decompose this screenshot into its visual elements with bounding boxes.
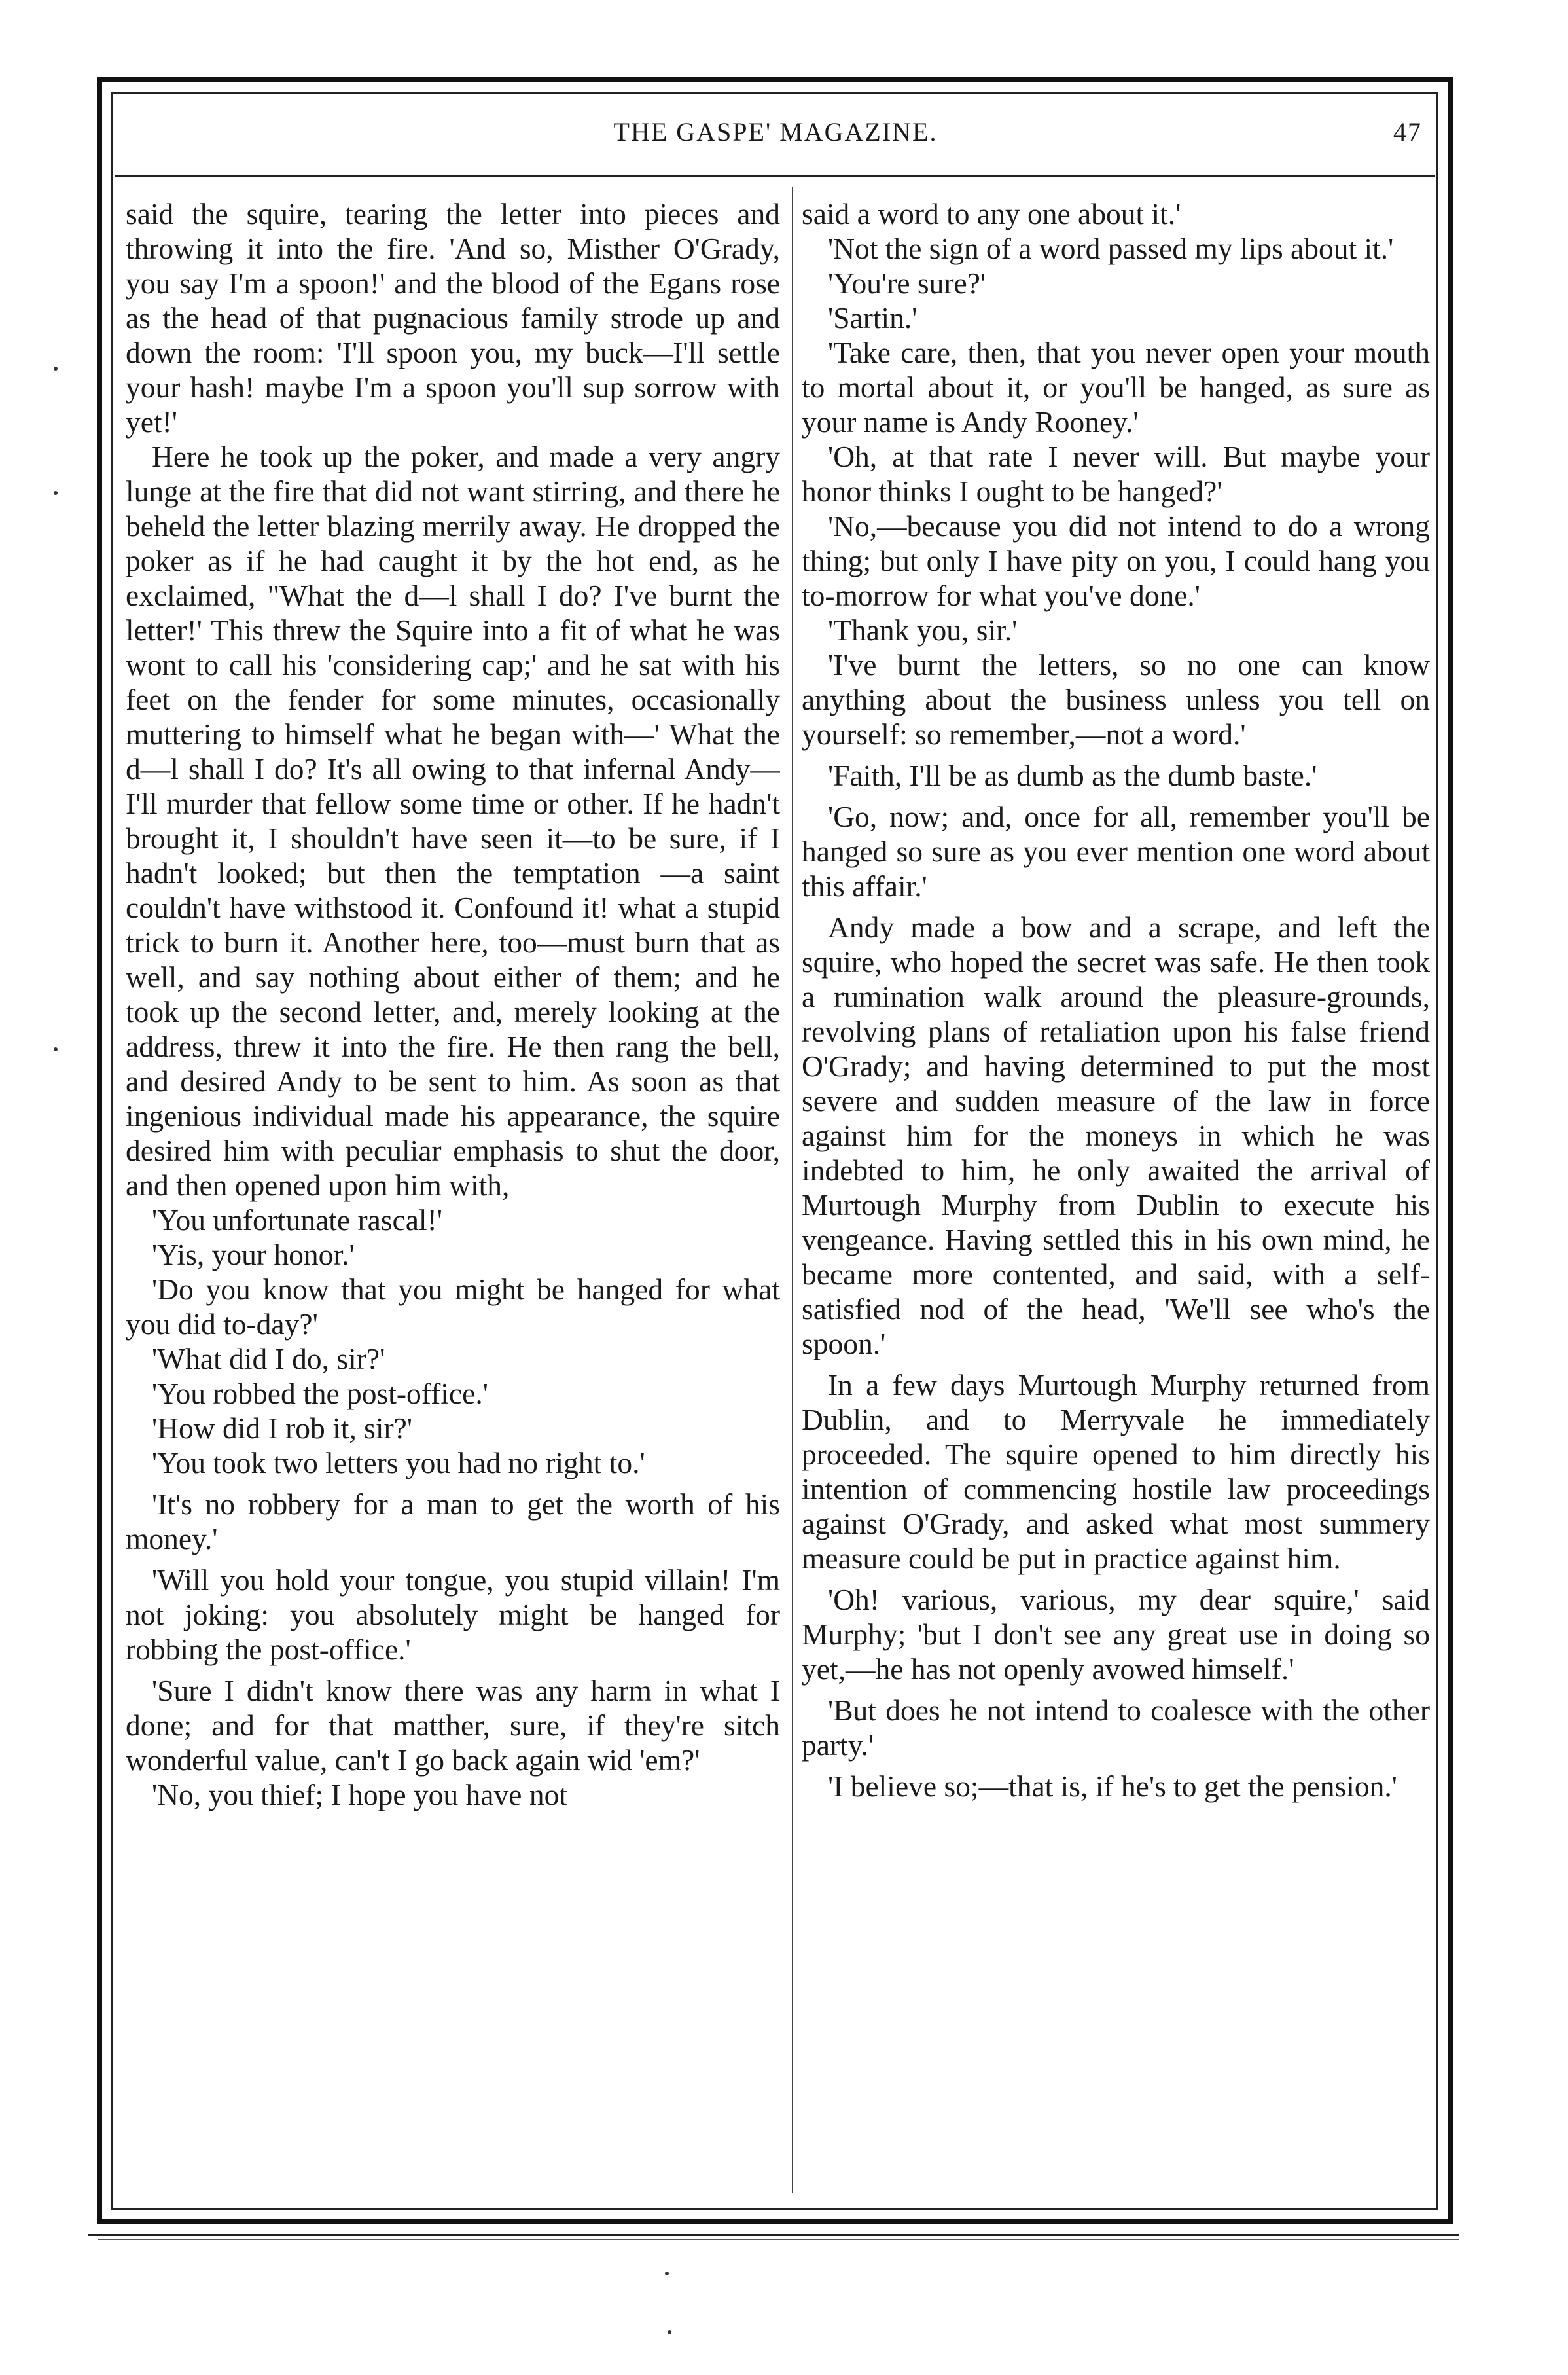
paragraph: In a few days Murtough Murphy returned from Dublin, and to Merryvale he immediately proceeded. The squire opened to him directly his intention of commencing hostile law proceedings against O'Grady, and asked what most summery measure could be put in practice against him. [802, 1368, 1430, 1575]
paragraph: 'I've burnt the letters, so no one can know anything about the business unless you tell on yourself: so remember,—not a word.' [802, 648, 1430, 751]
page-number: 47 [1393, 117, 1422, 147]
paragraph: said a word to any one about it.' [802, 197, 1181, 230]
print-speck [668, 2330, 671, 2334]
paragraph: said the squire, tearing the letter into pieces and throwing it into the fire. 'And so, Misther O'Grady, you say I'm a spoon!' and the blood of the Egans rose as the head of that pugnacious family strode up and down the room: 'I'll spoon you, my buck—I'll settle your hash! maybe I'm a spoon you'll sup sorrow with yet!' [126, 197, 780, 439]
header-rule [115, 175, 1435, 177]
paragraph: 'Sure I didn't know there was any harm in what I done; and for that matther, sure, if they're sitch wonderful value, can't I go back again wid 'em?' [126, 1674, 780, 1777]
paragraph: 'Oh, at that rate I never will. But maybe your honor thinks I ought to be hanged?' [802, 440, 1430, 508]
paragraph: 'What did I do, sir?' [152, 1342, 385, 1375]
paragraph: 'But does he not intend to coalesce with the other party.' [802, 1694, 1430, 1762]
left-column [126, 196, 780, 2200]
paragraph: 'No,—because you did not intend to do a wrong thing; but only I have pity on you, I could hang you to-morrow for what you've done.' [802, 509, 1430, 612]
paragraph: 'It's no robbery for a man to get the worth of his money.' [126, 1487, 780, 1555]
paragraph: 'Not the sign of a word passed my lips about it.' [828, 232, 1394, 265]
paragraph: Here he took up the poker, and made a very angry lunge at the fire that did not want stirring, and there he beheld the letter blazing merrily away. He dropped the poker as if he had caught it by the hot end, as he exclaimed, "What the d—l shall I do? I've burnt the letter!' This threw the Squire into a fit of what he was wont to call his 'considering cap;' and he sat with his feet on the fender for some minutes, occasionally muttering to himself what he began with—' What the d—l shall I do? It's all owing to that infernal Andy—I'll murder that fellow some time or other. If he hadn't brought it, I shouldn't have seen it—to be sure, if I hadn't looked; but then the temptation —a saint couldn't have withstood it. Confound it! what a stupid trick to burn it. Another here, too—must burn that as well, and say nothing about either of them; and he took up the second letter, and, merely looking at the address, threw it into the fire. He then rang the bell, and desired Andy to be sent to him. As soon as that ingenious individual made his appearance, the squire desired him with peculiar emphasis to shut the door, and then opened upon him with, [126, 440, 780, 1202]
paragraph: 'Yis, your honor.' [152, 1238, 355, 1271]
paragraph: 'You unfortunate rascal!' [152, 1203, 442, 1237]
paragraph: 'Oh! various, various, my dear squire,' said Murphy; 'but I don't see any great use in doing so yet,—he has not openly avowed himself.' [802, 1583, 1430, 1686]
paragraph: 'You're sure?' [828, 266, 986, 300]
paragraph: 'I believe so;—that is, if he's to get the pension.' [828, 1769, 1397, 1803]
paragraph: 'You robbed the post-office.' [152, 1377, 488, 1410]
print-speck [665, 2272, 669, 2275]
paragraph: 'Go, now; and, once for all, remember you'll be hanged so sure as you ever mention one word about this affair.' [802, 800, 1430, 903]
right-column [802, 196, 1430, 2200]
paragraph: 'Faith, I'll be as dumb as the dumb baste.' [828, 759, 1317, 792]
paragraph: Andy made a bow and a scrape, and left the squire, who hoped the secret was safe. He then took a rumination walk around the pleasure-grounds, revolving plans of retaliation upon his false friend O'Grady; and having determined to put the most severe and sudden measure of the law in force against him for the moneys in which he was indebted to him, he only awaited the arrival of Murtough Murphy from Dublin to execute his vengeance. Having settled this in his own mind, he became more contented, and said, with a self-satisfied nod of the head, 'We'll see who's the spoon.' [802, 911, 1430, 1360]
magazine-title: THE GASPE' MAGAZINE. [613, 117, 938, 147]
print-speck [54, 367, 58, 371]
print-speck [54, 1047, 58, 1051]
paragraph: 'Will you hold your tongue, you stupid villain! I'm not joking: you absolutely might be hanged for robbing the post-office.' [126, 1563, 780, 1666]
running-header [121, 110, 1430, 162]
print-speck [54, 491, 58, 495]
paragraph: 'How did I rob it, sir?' [152, 1411, 413, 1445]
paragraph: 'Sartin.' [828, 301, 918, 335]
paragraph: 'Do you know that you might be hanged for what you did to-day?' [126, 1273, 780, 1341]
footer-rule-thin [98, 2239, 1459, 2240]
paragraph: 'No, you thief; I hope you have not [152, 1778, 567, 1811]
paragraph: 'You took two letters you had no right to.' [152, 1446, 645, 1479]
paragraph: 'Thank you, sir.' [828, 613, 1018, 647]
paragraph: 'Take care, then, that you never open your mouth to mortal about it, or you'll be hanged, as sure as your name is Andy Rooney.' [802, 336, 1430, 439]
column-divider [792, 187, 793, 2193]
footer-rule [88, 2234, 1459, 2236]
